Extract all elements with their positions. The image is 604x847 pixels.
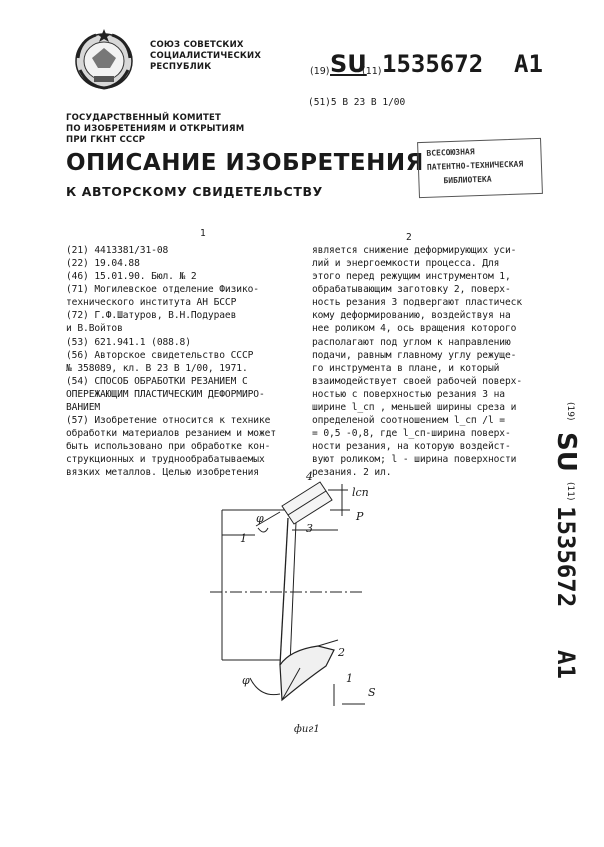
label-1-bottom: 1 — [346, 672, 353, 685]
library-stamp: ВСЕСОЮЗНАЯ ПАТЕНТНО-ТЕХНИЧЕСКАЯ БИБЛИОТЕКА — [417, 138, 543, 198]
patent-number: 1535672 — [382, 50, 484, 78]
abstract-line: (57) Изобретение относится к технике — [66, 415, 271, 426]
column-number-2: 2 — [406, 232, 412, 243]
document-subtitle: К АВТОРСКОМУ СВИДЕТЕЛЬСТВУ — [66, 184, 323, 199]
abstract-line: вязких металлов. Целью изобретения — [66, 467, 259, 478]
abstract-line: ностью с поверхностью резания 3 на — [312, 389, 505, 400]
bib-line: (46) 15.01.90. Бюл. № 2 — [66, 271, 197, 282]
abstract-line: подачи, равным главному углу режуще- — [312, 350, 517, 361]
bib-line: (56) Авторское свидетельство СССР — [66, 350, 254, 361]
label-lsp: lсп — [352, 486, 369, 499]
abstract-line: обрабатывающим заготовку 2, поверх- — [312, 284, 511, 295]
abstract-line: лий и энергоемкости процесса. Для — [312, 258, 500, 269]
document-title: ОПИСАНИЕ ИЗОБРЕТЕНИЯ — [66, 150, 424, 176]
abstract-line: быть использовано при обработке кон- — [66, 441, 271, 452]
side-code-11: (11) — [565, 482, 575, 501]
angle-arc-bottom — [250, 678, 280, 695]
abstract-line: = 0,5 -0,8, где l_сп-ширина поверх- — [312, 428, 511, 439]
bib-line: и В.Войтов — [66, 323, 123, 334]
side-patent-code — [540, 398, 590, 738]
abstract-line: струкционных и труднообрабатываемых — [66, 454, 265, 465]
figure-1-drawing — [210, 470, 380, 740]
side-patent-number: 1535672 — [552, 506, 580, 608]
ussr-emblem-icon — [66, 28, 142, 92]
abstract-line: ности резания, на которую воздейст- — [312, 441, 511, 452]
committee: ГОСУДАРСТВЕННЫЙ КОМИТЕТ ПО ИЗОБРЕТЕНИЯМ И ОТКРЫТИЯМ ПРИ ГКНТ СССР — [66, 113, 245, 145]
side-code-19: (19) — [565, 402, 575, 421]
abstract-line: является снижение деформирующих уси- — [312, 245, 517, 256]
figure-caption: фиг1 — [294, 724, 320, 735]
abstract-line: этого перед режущим инструментом 1, — [312, 271, 511, 282]
label-phi-top: φ — [256, 512, 264, 525]
code-11: (11) — [362, 66, 382, 77]
label-s: S — [368, 686, 376, 699]
abstract-line: ность резания 3 подвергают пластическ — [312, 297, 523, 308]
abstract-line: кому деформированию, воздействуя на — [312, 310, 511, 321]
abstract-line: определеной соотношением l_сп /l = — [312, 415, 505, 426]
label-1-top: 1 — [240, 532, 247, 545]
abstract-line: вуют роликом; l - ширина поверхности — [312, 454, 517, 465]
abstract-line: ширине l_сп , меньшей ширины среза и — [312, 402, 517, 413]
bib-line: ВАНИЕМ — [66, 402, 101, 413]
bib-line: (53) 621.941.1 (088.8) — [66, 337, 191, 348]
country-code: SU — [330, 50, 367, 78]
bib-line: (72) Г.Ф.Шатуров, В.Н.Подураев — [66, 310, 237, 321]
abstract-line: резания. 2 ил. — [312, 467, 392, 478]
abstract-line: обработки материалов резанием и может — [66, 428, 277, 439]
side-country-code: SU — [551, 432, 581, 472]
column-number-1: 1 — [200, 228, 206, 239]
country-name: СОЮЗ СОВЕТСКИХ СОЦИАЛИСТИЧЕСКИХ РЕСПУБЛИК — [150, 40, 262, 72]
bib-line: технического института АН БССР — [66, 297, 237, 308]
label-4: 4 — [306, 470, 313, 483]
cutting-surface-2 — [290, 522, 296, 665]
label-2: 2 — [338, 646, 345, 659]
bib-line: (21) 4413381/31-08 — [66, 245, 169, 256]
patent-kind: A1 — [514, 50, 543, 78]
cutting-tool — [280, 646, 334, 700]
abstract-line: взаимодействует своей рабочей поверх- — [312, 376, 523, 387]
ipc-class: (51)5 В 23 В 1/00 — [308, 97, 406, 108]
bib-line: № 358089, кл. В 23 В 1/00, 1971. — [66, 363, 248, 374]
bib-line: (22) 19.04.88 — [66, 258, 140, 269]
side-patent-kind: A1 — [552, 650, 580, 679]
bib-line: (54) СПОСОБ ОБРАБОТКИ РЕЗАНИЕМ С — [66, 376, 248, 387]
tool-shank — [318, 640, 338, 646]
abstract-line: го инструмента в плане, и который — [312, 363, 500, 374]
label-3: 3 — [306, 522, 313, 535]
bib-line: (71) Могилевское отделение Физико- — [66, 284, 259, 295]
label-phi-bottom: φ — [242, 674, 250, 687]
angle-arc-top — [258, 528, 268, 532]
label-p: P — [356, 510, 364, 523]
abstract-line: нее роликом 4, ось вращения которого — [312, 323, 517, 334]
abstract-line: располагают под углом к направлению — [312, 337, 511, 348]
code-19: (19) — [310, 66, 330, 77]
bib-line: ОПЕРЕЖАЮЩИМ ПЛАСТИЧЕСКИМ ДЕФОРМИРО- — [66, 389, 265, 400]
